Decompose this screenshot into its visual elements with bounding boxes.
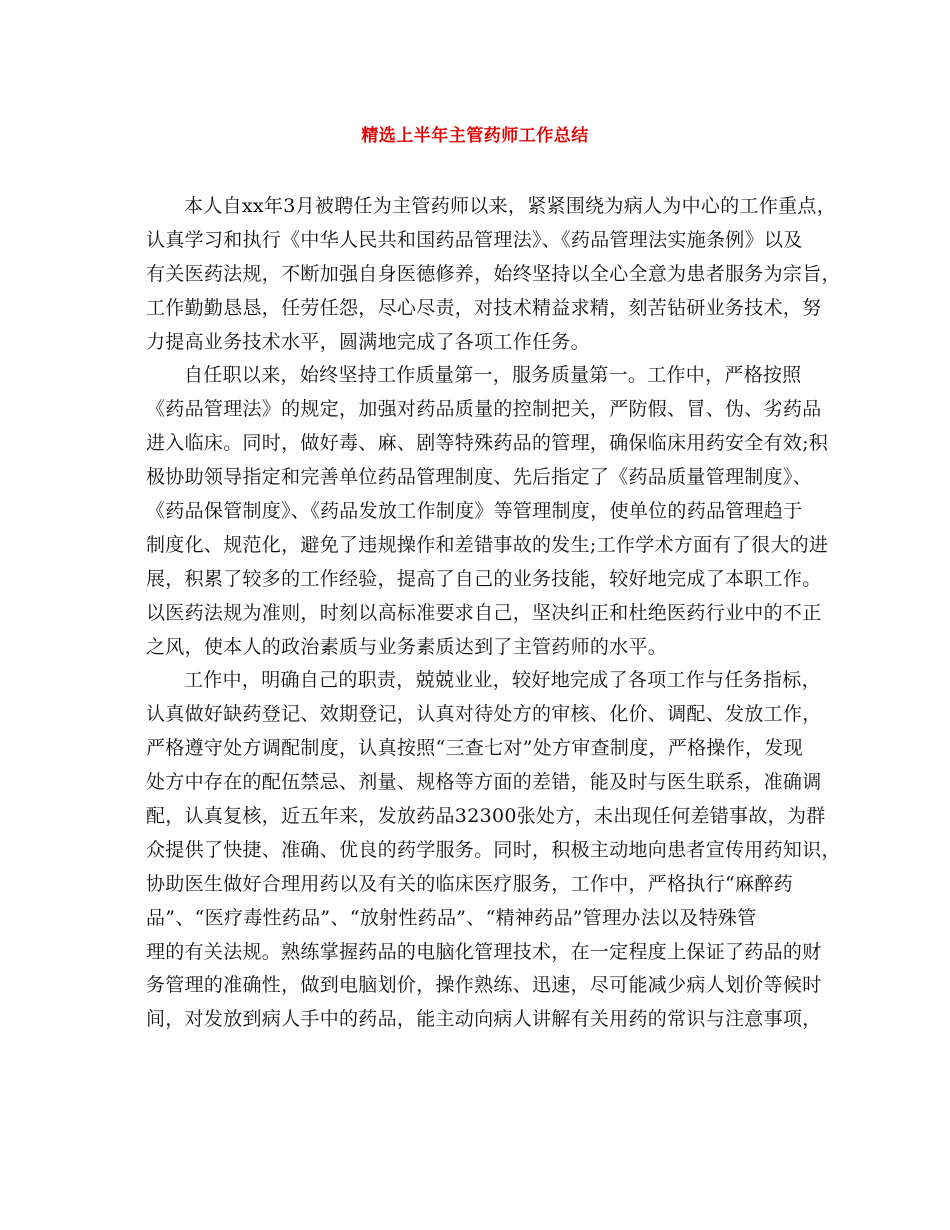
text-line: 严格遵守处方调配制度，认真按照“三查七对”处方审查制度，严格操作，发现 xyxy=(146,737,803,760)
text-line: 极协助领导指定和完善单位药品管理制度、先后指定了《药品质量管理制度》、 xyxy=(146,466,813,489)
text-line: 有关医药法规，不断加强自身医德修养，始终坚持以全心全意为患者服务为宗旨， xyxy=(146,262,841,285)
text-line: 理的有关法规。熟练掌握药品的电脑化管理技术，在一定程度上保证了药品的财 xyxy=(146,940,822,963)
text-line: 处方中存在的配伍禁忌、剂量、规格等方面的差错，能及时与医生联系，准确调 xyxy=(146,771,822,794)
text-line: 协助医生做好合理用药以及有关的临床医疗服务，工作中，严格执行“麻醉药 xyxy=(146,872,793,895)
text-line: 之风，使本人的政治素质与业务素质达到了主管药师的水平。 xyxy=(146,635,668,658)
text-line: 力提高业务技术水平，圆满地完成了各项工作任务。 xyxy=(146,330,590,353)
document-body xyxy=(146,190,841,1037)
text-line: 认真学习和执行《中华人民共和国药品管理法》、《药品管理法实施条例》以及 xyxy=(146,228,803,251)
text-line: 工作勤勤恳恳，任劳任怨，尽心尽责，对技术精益求精，刻苦钻研业务技术，努 xyxy=(146,296,822,319)
text-line: 以医药法规为准则，时刻以高标准要求自己，坚决纠正和杜绝医药行业中的不正 xyxy=(146,601,822,624)
text-line: 务管理的准确性，做到电脑划价，操作熟练、迅速，尽可能减少病人划价等候时 xyxy=(146,974,822,997)
text-line: 工作中，明确自己的职责，兢兢业业，较好地完成了各项工作与任务指标， xyxy=(184,669,821,692)
text-line: 本人自xx年3月被聘任为主管药师以来，紧紧围绕为病人为中心的工作重点， xyxy=(184,195,837,217)
text-line: 配，认真复核，近五年来，发放药品32300张处方，未出现任何差错事故，为群 xyxy=(146,805,826,828)
text-line: 自任职以来，始终坚持工作质量第一，服务质量第一。工作中，严格按照 xyxy=(184,364,802,387)
text-line: 制度化、规范化，避免了违规操作和差错事故的发生;工作学术方面有了很大的进 xyxy=(146,533,829,556)
document-title: 精选上半年主管药师工作总结 xyxy=(361,126,589,146)
text-line: 进入临床。同时，做好毒、麻、剧等特殊药品的管理，确保临床用药安全有效;积 xyxy=(146,432,829,455)
text-line: 《药品管理法》的规定，加强对药品质量的控制把关，严防假、冒、伪、劣药品 xyxy=(146,398,822,421)
text-line: 众提供了快捷、准确、优良的药学服务。同时，积极主动地向患者宣传用药知识， xyxy=(146,838,841,861)
text-line: 品”、“医疗毒性药品”、“放射性药品”、“精神药品”管理办法以及特殊管 xyxy=(146,906,757,929)
text-line: 《药品保管制度》、《药品发放工作制度》等管理制度，使单位的药品管理趋于 xyxy=(146,500,803,523)
text-line: 认真做好缺药登记、效期登记，认真对待处方的审核、化价、调配、发放工作， xyxy=(146,703,822,726)
text-line: 展，积累了较多的工作经验，提高了自己的业务技能，较好地完成了本职工作。 xyxy=(146,567,822,590)
text-line: 间，对发放到病人手中的药品，能主动向病人讲解有关用药的常识与注意事项， xyxy=(146,1008,822,1031)
